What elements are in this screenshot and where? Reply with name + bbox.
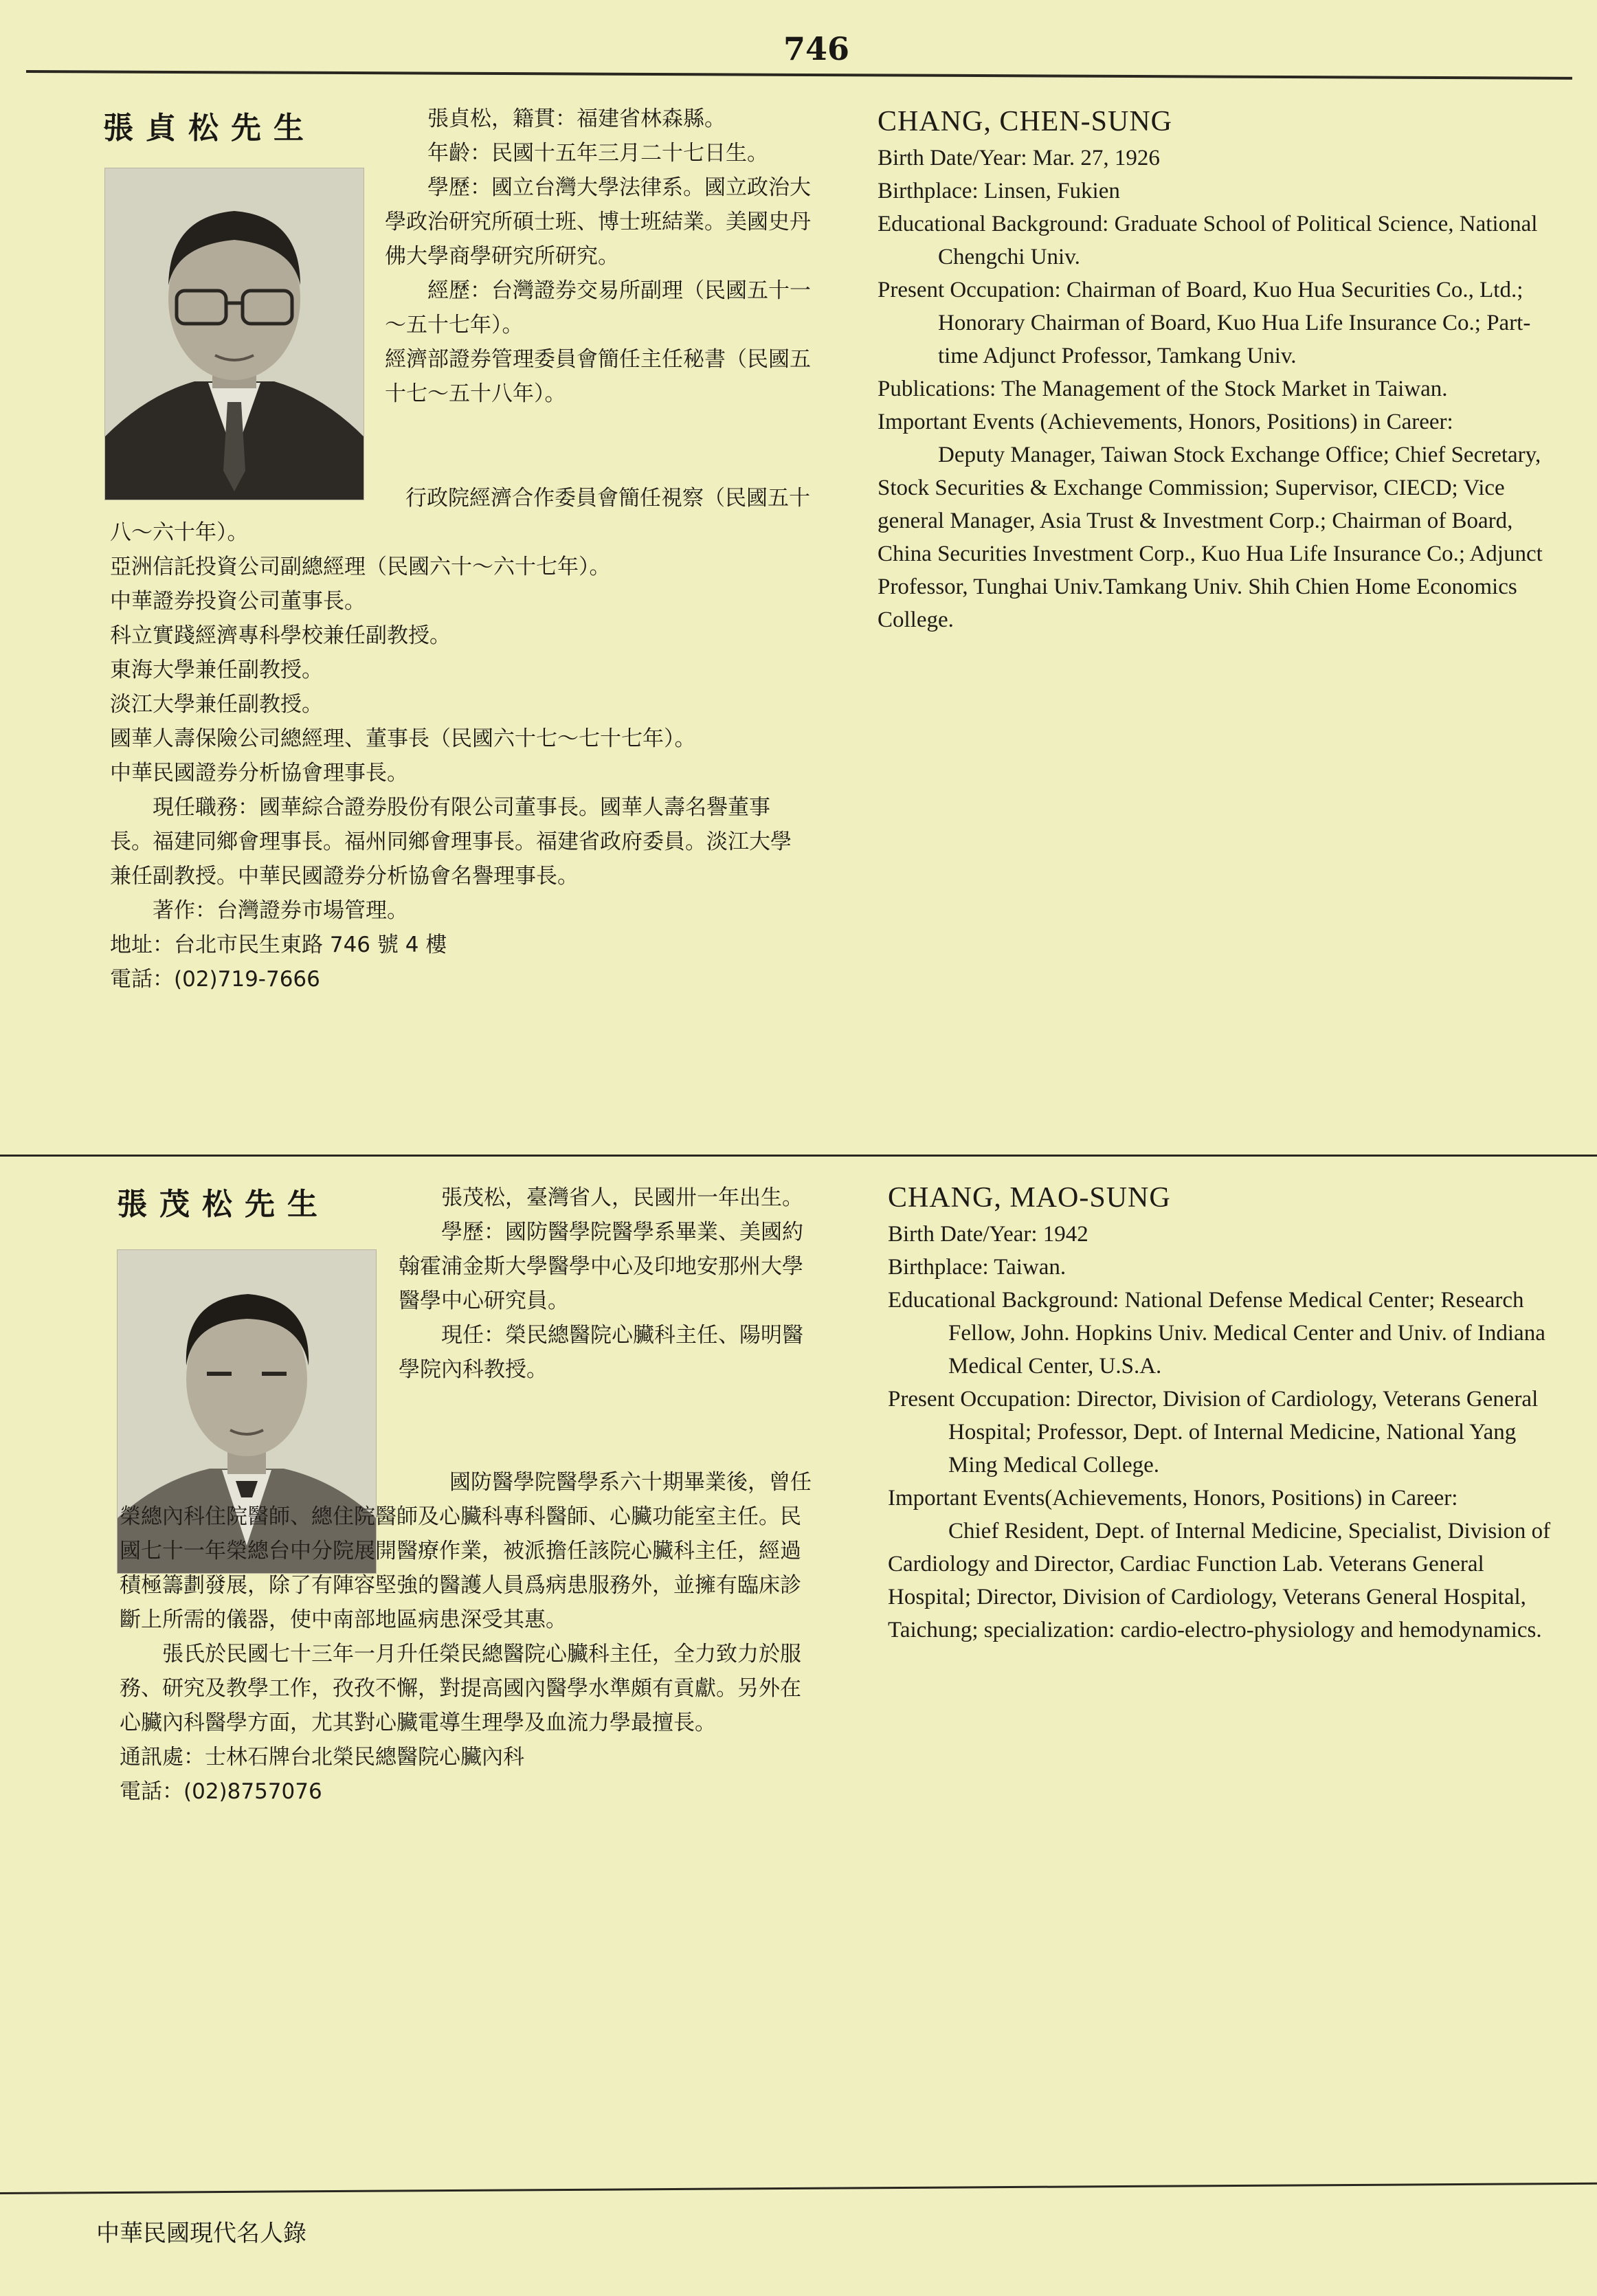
entry-1-zh-publications: 著作：台灣證券市場管理。	[153, 898, 408, 923]
entry-1-zh-experience-5: 中華證券投資公司董事長。	[110, 589, 366, 614]
entry-1-zh-phone: 電話：(02)719-7666	[110, 967, 320, 992]
entry-1-zh-experience-8: 淡江大學兼任副教授。	[110, 692, 323, 717]
entry-1-zh-age: 年齡：民國十五年三月二十七日生。	[427, 141, 768, 166]
entry-2-zh-phone: 電話：(02)8757076	[120, 1779, 322, 1804]
entry-1-en-publications: Publications: The Management of the Stock Market in Taiwan.	[878, 377, 1448, 401]
entry-divider-rule	[0, 1155, 1597, 1157]
entry-2-chinese-name: 張茂松先生	[117, 1187, 330, 1222]
entry-2-english-name: CHANG, MAO-SUNG	[888, 1182, 1171, 1214]
page-number: 746	[783, 30, 850, 67]
entry-1-zh-experience-2: 經濟部證券管理委員會簡任主任秘書（民國五十七～五十八年）。	[385, 347, 811, 406]
entry-2-english-biography	[888, 1179, 1554, 1647]
entry-1-zh-experience-9: 國華人壽保險公司總經理、董事長（民國六十七～七十七年）。	[110, 726, 696, 751]
entry-1-en-birthplace: Birthplace: Linsen, Fukien	[878, 179, 1120, 203]
footer-rule	[0, 2183, 1597, 2194]
entry-1-zh-address: 地址：台北市民生東路 746 號 4 樓	[110, 933, 447, 957]
entry-1-en-events-heading: Important Events (Achievements, Honors, Positions) in Career:	[878, 410, 1453, 434]
entry-2-chinese-header-text	[399, 1181, 818, 1387]
entry-1-zh-experience-6: 科立實踐經濟專科學校兼任副教授。	[110, 623, 451, 648]
entry-1-zh-experience-1: 經歷：台灣證券交易所副理（民國五十一～五十七年）。	[385, 278, 811, 337]
entry-1-en-education: Educational Background: Graduate School of Political Science, National Chengchi Univ.	[878, 212, 1538, 269]
entry-2-zh-career: 國防醫學院醫學系六十期畢業後，曾任榮總內科住院醫師、總住院醫師及心臟科專科醫師、心臟功能室主任。民國七十一年榮總台中分院展開醫療作業，被派擔任該院心臟科主任，經過積極籌劃發展，除了有陣容堅強的醫護人員爲病患服務外，並擁有臨床診斷上所需的儀器，使中南部地區病患深受其惠。	[120, 1470, 812, 1632]
entry-1-en-birth-date: Birth Date/Year: Mar. 27, 1926	[878, 146, 1160, 170]
entry-1-zh-experience-3: 行政院經濟合作委員會簡任視察（民國五十八～六十年）。	[110, 486, 810, 545]
entry-1-chinese-header-text	[385, 102, 811, 411]
entry-2-chinese-body-text	[120, 1465, 818, 1809]
entry-2-en-events: Chief Resident, Dept. of Internal Medicine, Specialist, Division of Cardiology and Director, Cardiac Function Lab. Veterans General Hospital; Director, Division of Cardiology, Veterans General Hospital, Taichung; specialization: cardio-electro-physiology and hemodynamics.	[888, 1519, 1551, 1642]
entry-2-en-birthplace: Birthplace: Taiwan.	[888, 1255, 1066, 1280]
entry-2-zh-current-position: 現任：榮民總醫院心臟科主任、陽明醫學院內科教授。	[399, 1323, 803, 1382]
entry-1-en-events: Deputy Manager, Taiwan Stock Exchange Office; Chief Secretary, Stock Securities & Exchange Commission; Supervisor, CIECD; Vice general Manager, Asia Trust & Investment Corp.; Chairman of Board, China Securities Investment Corp., Kuo Hua Life Insurance Co.; Adjunct Professor, Tunghai Univ.Tamkang Univ. Shih Chien Home Economics College.	[878, 443, 1543, 632]
entry-1-english-biography	[878, 103, 1551, 636]
entry-2-zh-achievements: 張氏於民國七十三年一月升任榮民總醫院心臟科主任，全力致力於服務、研究及教學工作，孜孜不懈，對提高國內醫學水準頗有貢獻。另外在心臟內科醫學方面，尤其對心臟電導生理學及血流力學最擅長。	[120, 1642, 801, 1735]
entry-2-en-occupation: Present Occupation: Director, Division of Cardiology, Veterans General Hospital; Professor, Dept. of Internal Medicine, National Yang Ming Medical College.	[888, 1387, 1539, 1478]
entry-1-zh-current-position: 現任職務：國華綜合證券股份有限公司董事長。國華人壽名譽董事長。福建同鄉會理事長。福州同鄉會理事長。福建省政府委員。淡江大學兼任副教授。中華民國證券分析協會名譽理事長。	[110, 795, 792, 889]
entry-2-en-education: Educational Background: National Defense Medical Center; Research Fellow, John. Hopkins Univ. Medical Center and Univ. of Indiana Medical Center, U.S.A.	[888, 1288, 1545, 1379]
entry-2-zh-address: 通訊處：士林石牌台北榮民總醫院心臟內科	[120, 1745, 524, 1770]
entry-1-chinese-body-text	[110, 481, 811, 996]
entry-1-zh-origin: 張貞松，籍貫：福建省林森縣。	[427, 107, 726, 131]
entry-1-portrait-photo	[104, 168, 364, 500]
entry-2-en-events-heading: Important Events(Achievements, Honors, Positions) in Career:	[888, 1486, 1458, 1511]
entry-1-zh-experience-7: 東海大學兼任副教授。	[110, 658, 323, 682]
header-rule	[26, 70, 1572, 80]
book-title-footer: 中華民國現代名人錄	[96, 2220, 306, 2247]
entry-1-zh-education: 學歷：國立台灣大學法律系。國立政治大學政治研究所碩士班、博士班結業。美國史丹佛大學商學研究所研究。	[385, 175, 811, 269]
entry-2-zh-origin: 張茂松，臺灣省人，民國卅一年出生。	[441, 1185, 803, 1210]
entry-1-en-occupation: Present Occupation: Chairman of Board, Kuo Hua Securities Co., Ltd.; Honorary Chairman of Board, Kuo Hua Life Insurance Co.; Part-time Adjunct Professor, Tamkang Univ.	[878, 278, 1531, 368]
entry-1-zh-experience-4: 亞洲信託投資公司副總經理（民國六十～六十七年）。	[110, 555, 611, 579]
entry-1-chinese-name: 張貞松先生	[103, 111, 316, 146]
entry-2-zh-education: 學歷：國防醫學院醫學系畢業、美國約翰霍浦金斯大學醫學中心及印地安那州大學醫學中心研究員。	[399, 1220, 803, 1313]
entry-1-english-name: CHANG, CHEN-SUNG	[878, 106, 1173, 137]
entry-2-en-birth-date: Birth Date/Year: 1942	[888, 1222, 1088, 1247]
entry-1-zh-experience-10: 中華民國證券分析協會理事長。	[110, 761, 408, 785]
